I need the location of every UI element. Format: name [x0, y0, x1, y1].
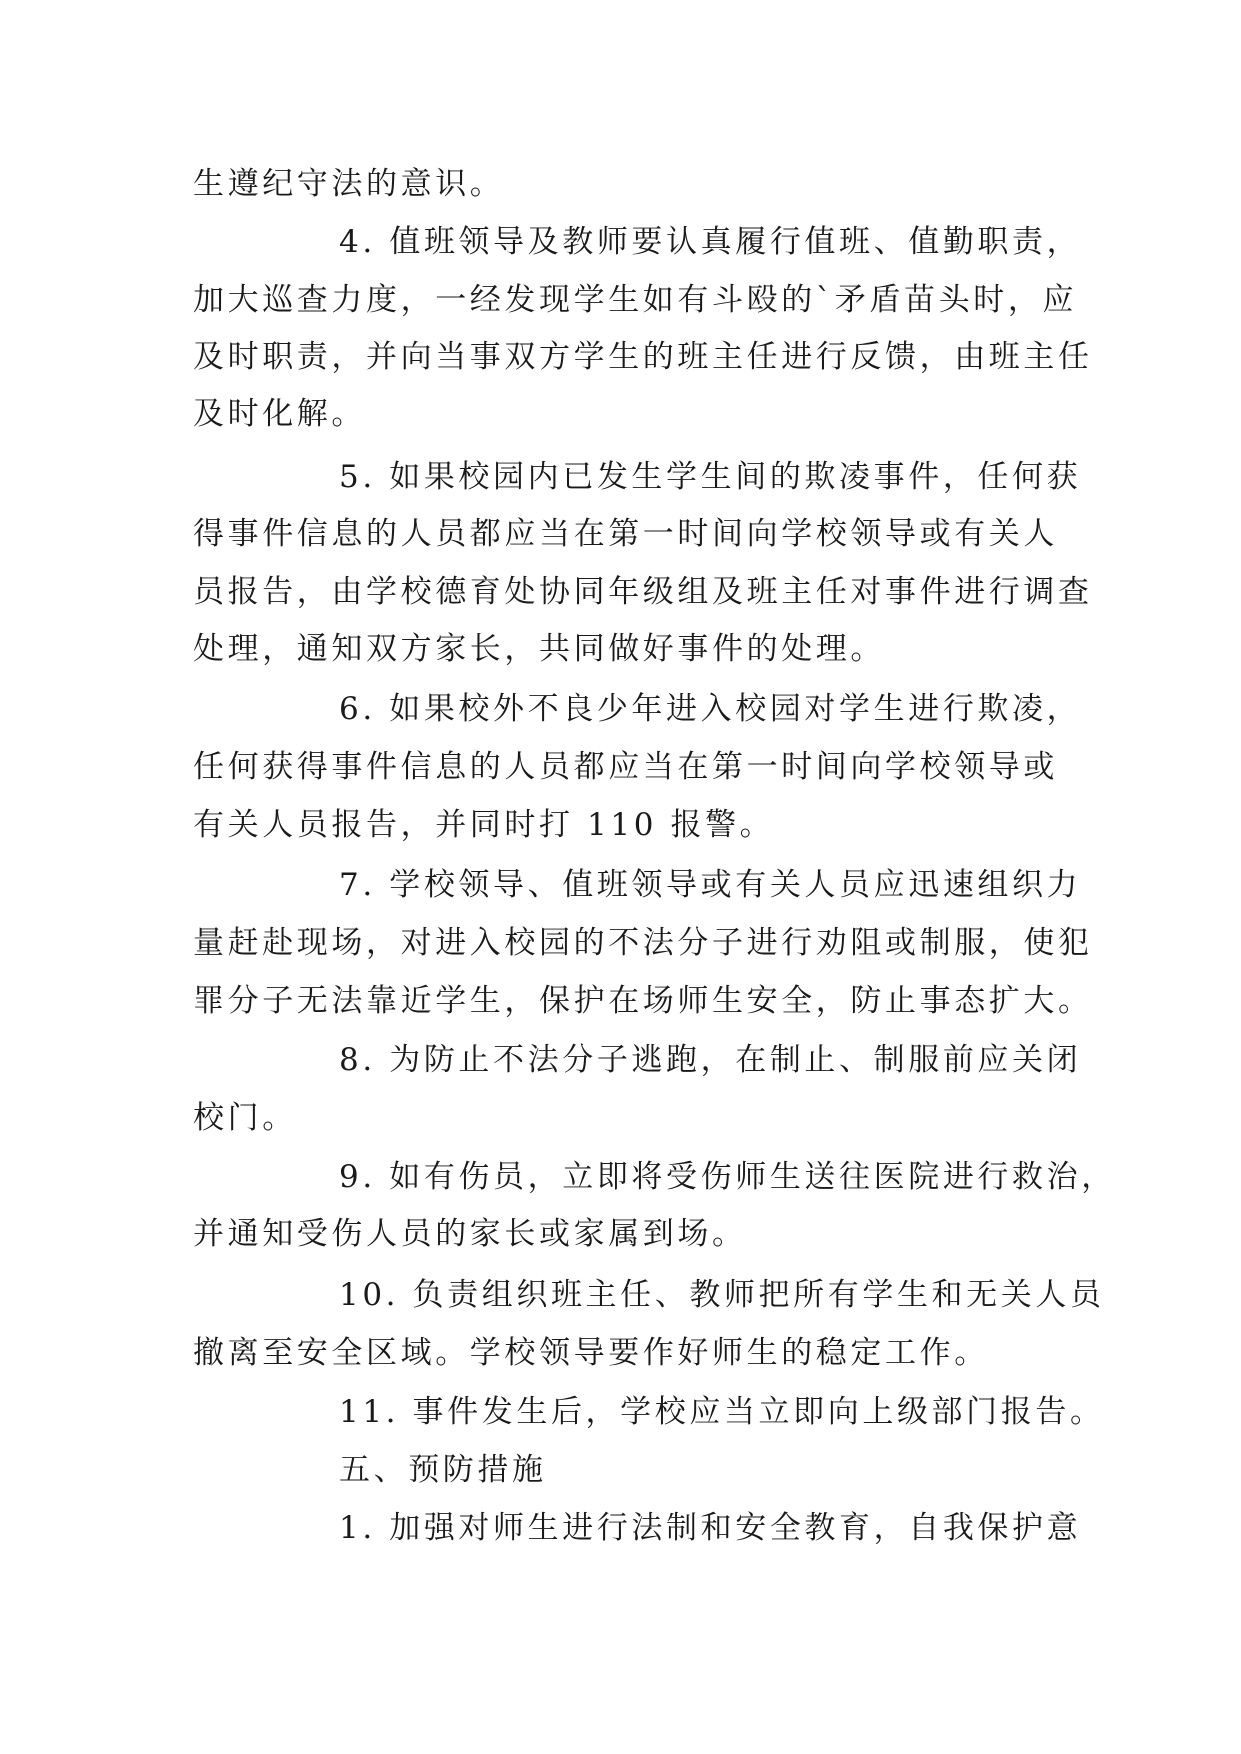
- text-line: 撤离至安全区域。学校领导要作好师生的稳定工作。: [193, 1335, 989, 1371]
- text-line: 员报告，由学校德育处协同年级组及班主任对事件进行调查: [193, 574, 1093, 610]
- text-line: 8. 为防止不法分子逃跑，在制止、制服前应关闭: [339, 1042, 1082, 1078]
- text-line: 有关人员报告，并同时打 110 报警。: [193, 807, 775, 843]
- text-line: 任何获得事件信息的人员都应当在第一时间向学校领导或: [193, 749, 1058, 785]
- text-line: 9. 如有伤员，立即将受伤师生送往医院进行救治，: [339, 1159, 1116, 1195]
- text-line: 五、预防措施: [339, 1452, 547, 1488]
- text-line: 5. 如果校园内已发生学生间的欺凌事件，任何获: [339, 459, 1082, 495]
- text-line: 量赶赴现场，对进入校园的不法分子进行劝阻或制服，使犯: [193, 925, 1093, 961]
- text-line: 6. 如果校外不良少年进入校园对学生进行欺凌，: [339, 691, 1082, 727]
- text-line: 10. 负责组织班主任、教师把所有学生和无关人员: [339, 1277, 1105, 1313]
- text-line: 并通知受伤人员的家长或家属到场。: [193, 1216, 747, 1252]
- text-line: 及时化解。: [193, 396, 366, 432]
- text-line: 生遵纪守法的意识。: [193, 166, 505, 202]
- text-line: 及时职责，并向当事双方学生的班主任进行反馈，由班主任: [193, 339, 1093, 375]
- text-line: 罪分子无法靠近学生，保护在场师生安全，防止事态扩大。: [193, 983, 1093, 1019]
- text-line: 校门。: [193, 1100, 297, 1136]
- text-line: 11. 事件发生后，学校应当立即向上级部门报告。: [339, 1394, 1105, 1430]
- text-line: 7. 学校领导、值班领导或有关人员应迅速组织力: [339, 867, 1082, 903]
- text-line: 处理，通知双方家长，共同做好事件的处理。: [193, 631, 885, 667]
- text-line: 1. 加强对师生进行法制和安全教育，自我保护意: [339, 1510, 1082, 1546]
- text-line: 加大巡查力度，一经发现学生如有斗殴的`矛盾苗头时，应: [193, 282, 1078, 318]
- text-line: 得事件信息的人员都应当在第一时间向学校领导或有关人: [193, 516, 1058, 552]
- text-line: 4. 值班领导及教师要认真履行值班、值勤职责，: [339, 224, 1082, 260]
